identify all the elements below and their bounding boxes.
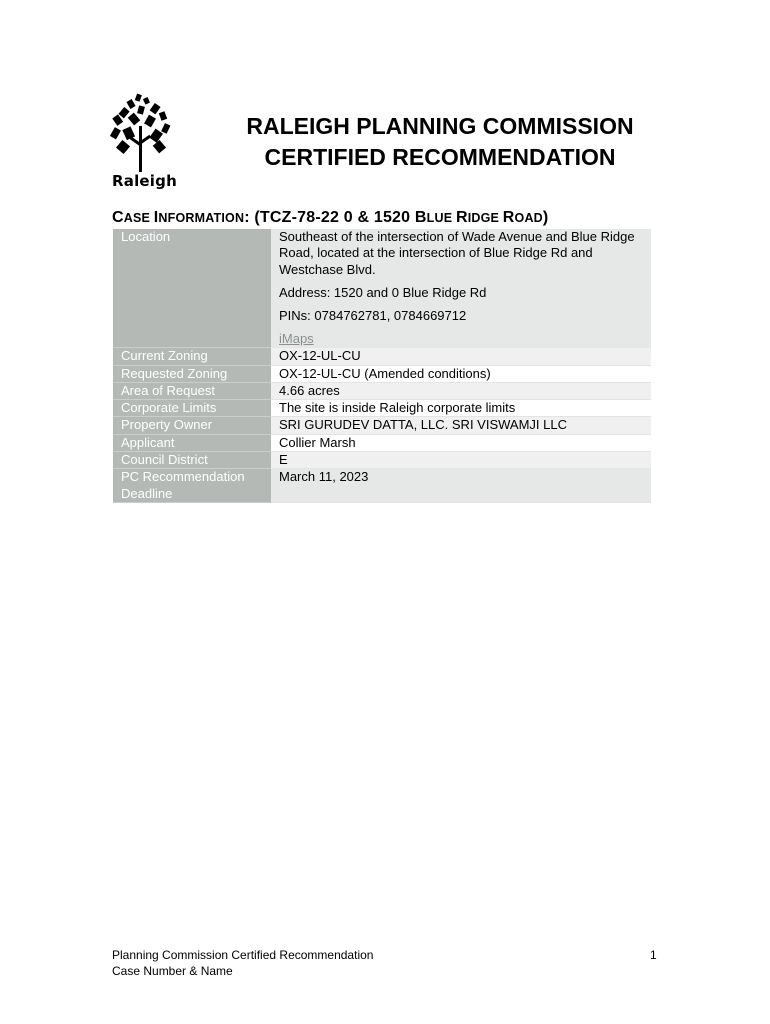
- row-label: Location: [113, 229, 271, 348]
- footer-line-2: Case Number & Name: [112, 963, 233, 978]
- case-heading-text: OAD: [514, 211, 543, 225]
- row-label: Corporate Limits: [113, 400, 271, 417]
- page-title: [200, 111, 680, 173]
- case-number: (TCZ-78-22 0 & 1520: [254, 209, 415, 226]
- table-row: [113, 348, 651, 365]
- table-row: [113, 452, 651, 469]
- case-heading-text: ASE: [123, 211, 154, 225]
- location-description: Southeast of the intersection of Wade Avenue and Blue Ridge Road, located at the intersection of Blue Ridge Rd and Westchase Blvd.: [279, 229, 635, 277]
- table-row: [113, 400, 651, 417]
- row-label: Current Zoning: [113, 348, 271, 365]
- row-label: Requested Zoning: [113, 365, 271, 382]
- case-heading-text: :: [244, 209, 255, 226]
- case-heading-text: NFORMATION: [158, 211, 245, 225]
- title-line-2: CERTIFIED RECOMMENDATION: [264, 144, 616, 170]
- row-label: Property Owner: [113, 417, 271, 434]
- row-value: 4.66 acres: [271, 382, 651, 399]
- tree-icon: [108, 92, 174, 172]
- footer: [112, 948, 373, 979]
- table-row: [113, 417, 651, 434]
- case-heading: [112, 209, 548, 227]
- footer-line-1: Planning Commission Certified Recommendation: [112, 948, 374, 962]
- case-heading-text: R: [455, 209, 468, 226]
- row-value: OX-12-UL-CU (Amended conditions): [271, 365, 651, 382]
- row-value: OX-12-UL-CU: [271, 348, 651, 365]
- case-heading-text: C: [112, 209, 124, 226]
- row-label: Applicant: [113, 434, 271, 451]
- case-heading-text: B: [414, 209, 427, 226]
- table-row: [113, 382, 651, 399]
- table-row: [113, 469, 651, 503]
- row-value: Collier Marsh: [271, 434, 651, 451]
- case-info-table: [113, 229, 651, 503]
- case-heading-text: ): [542, 209, 549, 226]
- case-heading-text: I: [153, 209, 159, 226]
- title-line-1: RALEIGH PLANNING COMMISSION: [246, 113, 634, 139]
- row-value: March 11, 2023: [271, 469, 651, 503]
- row-value: SRI GURUDEV DATTA, LLC. SRI VISWAMJI LLC: [271, 417, 651, 434]
- row-value: The site is inside Raleigh corporate limits: [271, 400, 651, 417]
- table-row: [113, 365, 651, 382]
- location-pins: PINs: 0784762781, 0784669712: [279, 308, 467, 324]
- logo-wordmark: Raleigh: [112, 172, 177, 190]
- case-heading-text: IDGE: [467, 211, 503, 225]
- row-label: Council District: [113, 452, 271, 469]
- case-heading-text: R: [502, 209, 515, 226]
- row-label: Area of Request: [113, 382, 271, 399]
- location-address: Address: 1520 and 0 Blue Ridge Rd: [279, 284, 487, 300]
- row-label: PC Recommendation Deadline: [113, 469, 271, 503]
- table-row: [113, 434, 651, 451]
- row-value: E: [271, 452, 651, 469]
- case-heading-text: LUE: [426, 211, 456, 225]
- imaps-link[interactable]: iMaps: [279, 331, 314, 347]
- page-number: 1: [650, 948, 657, 962]
- location-value: [271, 229, 651, 348]
- table-row-location: [113, 229, 651, 348]
